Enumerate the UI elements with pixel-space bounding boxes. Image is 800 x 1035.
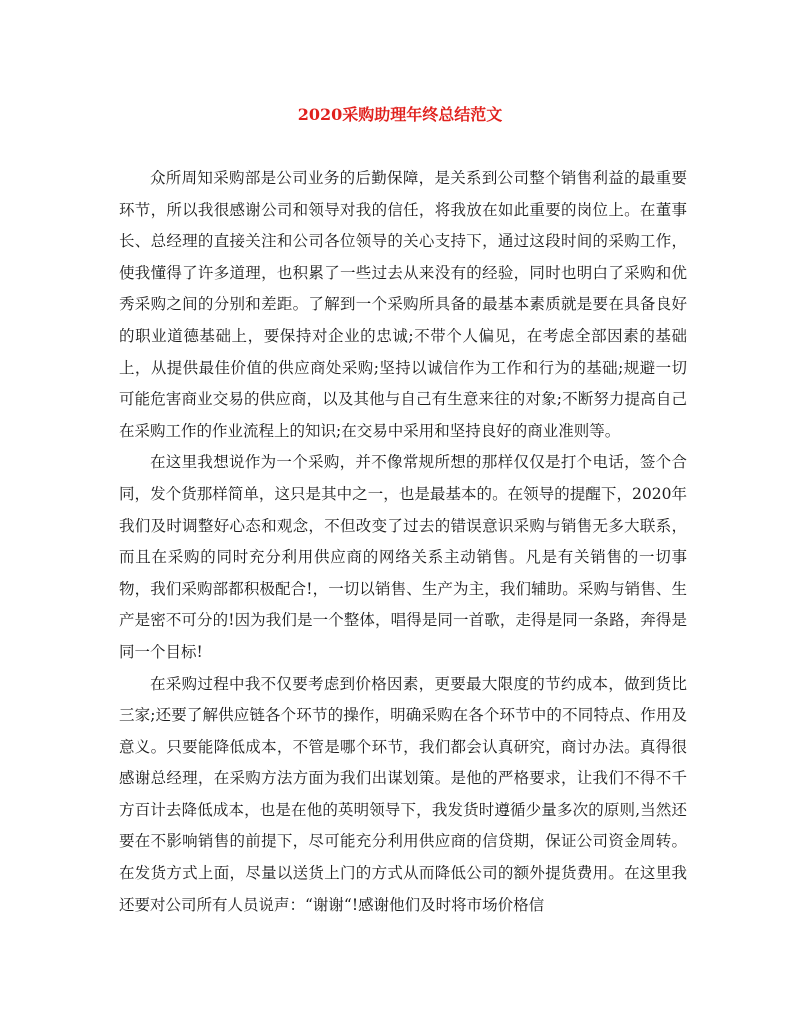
document-body: [119, 163, 687, 921]
paragraph-2: 在这里我想说作为一个采购，并不像常规所想的那样仅仅是打个电话，签个合同，发个货那样简单，这只是其中之一，也是最基本的。在领导的提醒下，2020年我们及时调整好心态和观念，不但改变了过去的错误意识采购与销售无多大联系，而且在采购的同时充分利用供应商的网络关系主动销售。凡是有关销售的一切事物，我们采购部都积极配合!，一切以销售、生产为主，我们辅助。采购与销售、生产是密不可分的!因为我们是一个整体，唱得是同一首歌，走得是同一条路，奔得是同一个目标!: [119, 453, 687, 661]
document-title: 2020采购助理年终总结范文: [297, 105, 503, 124]
paragraph-1: 众所周知采购部是公司业务的后勤保障，是关系到公司整个销售利益的最重要环节，所以我很感谢公司和领导对我的信任，将我放在如此重要的岗位上。在董事长、总经理的直接关注和公司各位领导的关心支持下，通过这段时间的采购工作，使我懂得了许多道理，也积累了一些过去从来没有的经验，同时也明白了采购和优秀采购之间的分别和差距。了解到一个采购所具备的最基本素质就是要在具备良好的职业道德基础上，要保持对企业的忠诚;不带个人偏见，在考虑全部因素的基础上，从提供最佳价值的供应商处采购;坚持以诚信作为工作和行为的基础;规避一切可能危害商业交易的供应商，以及其他与自己有生意来往的对象;不断努力提高自己在采购工作的作业流程上的知识;在交易中采用和坚持良好的商业准则等。: [119, 169, 687, 440]
paragraph-3: 在采购过程中我不仅要考虑到价格因素，更要最大限度的节约成本，做到货比三家;还要了解供应链各个环节的操作，明确采购在各个环节中的不同特点、作用及意义。只要能降低成本，不管是哪个环节，我们都会认真研究，商讨办法。真得很感谢总经理，在采购方法方面为我们出谋划策。是他的严格要求，让我们不得不千方百计去降低成本，也是在他的英明领导下，我发货时遵循少量多次的原则,当然还要在不影响销售的前提下，尽可能充分利用供应商的信贷期，保证公司资金周转。在发货方式上面，尽量以送货上门的方式从而降低公司的额外提货费用。在这里我还要对公司所有人员说声：“谢谢“!感谢他们及时将市场价格信: [119, 674, 687, 914]
